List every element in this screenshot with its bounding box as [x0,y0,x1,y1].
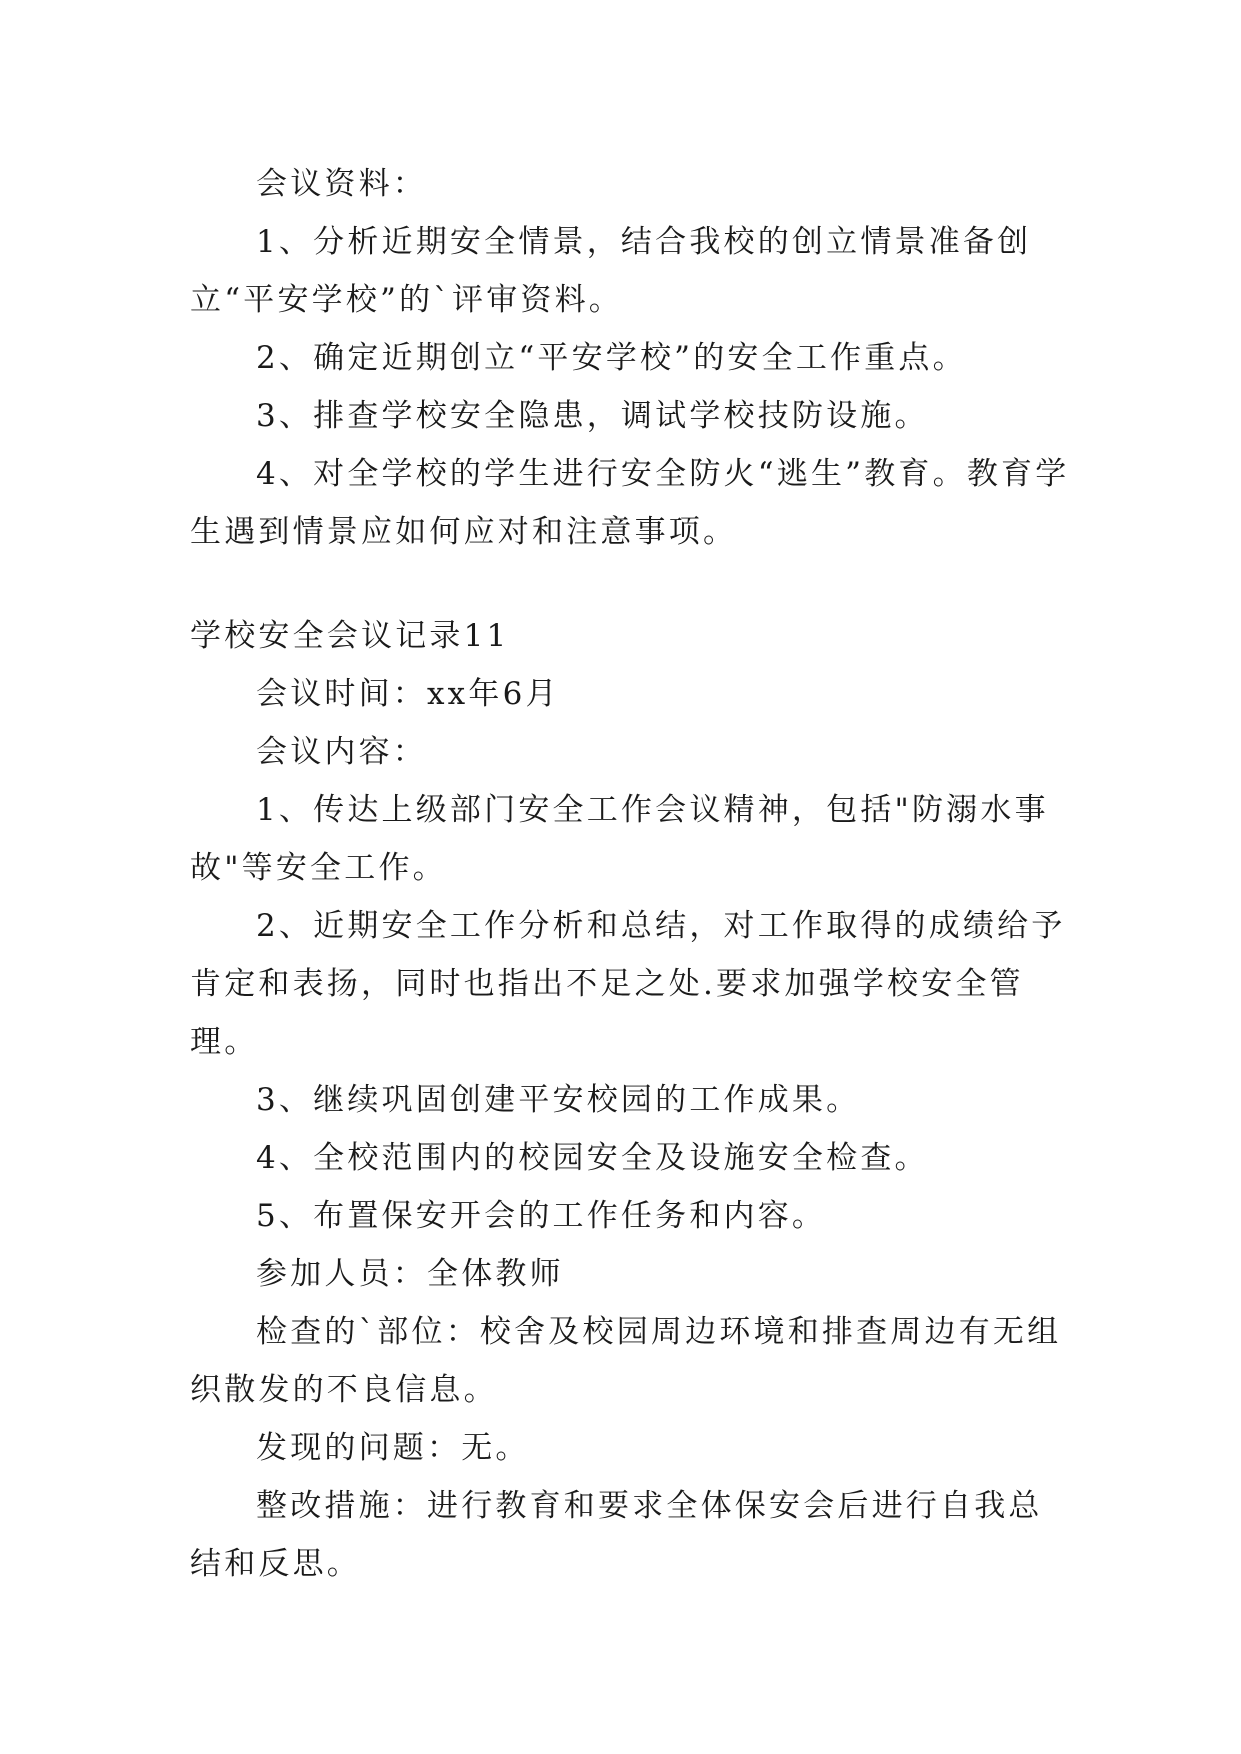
rectification-measures: 整改措施：进行教育和要求全体保安会后进行自我总结和反思。 [190,1488,1043,1582]
inspection-area: 检查的`部位：校舍及校园周边环境和排查周边有无组织散发的不良信息。 [190,1314,1062,1408]
materials-item-4: 4、对全学校的学生进行安全防火“逃生”教育。教育学生遇到情景应如何应对和注意事项。 [190,456,1070,550]
meeting-time: 会议时间：xx年6月 [256,676,560,712]
problems-found: 发现的问题：无。 [256,1430,530,1466]
participants: 参加人员：全体教师 [256,1256,564,1292]
materials-item-3: 3、排查学校安全隐患，调试学校技防设施。 [256,398,929,434]
content-item-2: 2、近期安全工作分析和总结，对工作取得的成绩给予肯定和表扬，同时也指出不足之处.要求加强学校安全管理。 [190,908,1066,1060]
document-body [190,155,1070,1593]
materials-item-1: 1、分析近期安全情景，结合我校的创立情景准备创立“平安学校”的`评审资料。 [190,224,1032,318]
record-title: 学校安全会议记录11 [190,618,510,654]
content-item-3: 3、继续巩固创建平安校园的工作成果。 [256,1082,861,1118]
content-item-5: 5、布置保安开会的工作任务和内容。 [256,1198,827,1234]
content-item-4: 4、全校范围内的校园安全及设施安全检查。 [256,1140,929,1176]
meeting-content-label: 会议内容： [256,734,427,770]
content-item-1: 1、传达上级部门安全工作会议精神，包括"防溺水事故"等安全工作。 [190,792,1049,886]
materials-item-2: 2、确定近期创立“平安学校”的安全工作重点。 [256,340,967,376]
materials-label: 会议资料： [256,166,427,202]
